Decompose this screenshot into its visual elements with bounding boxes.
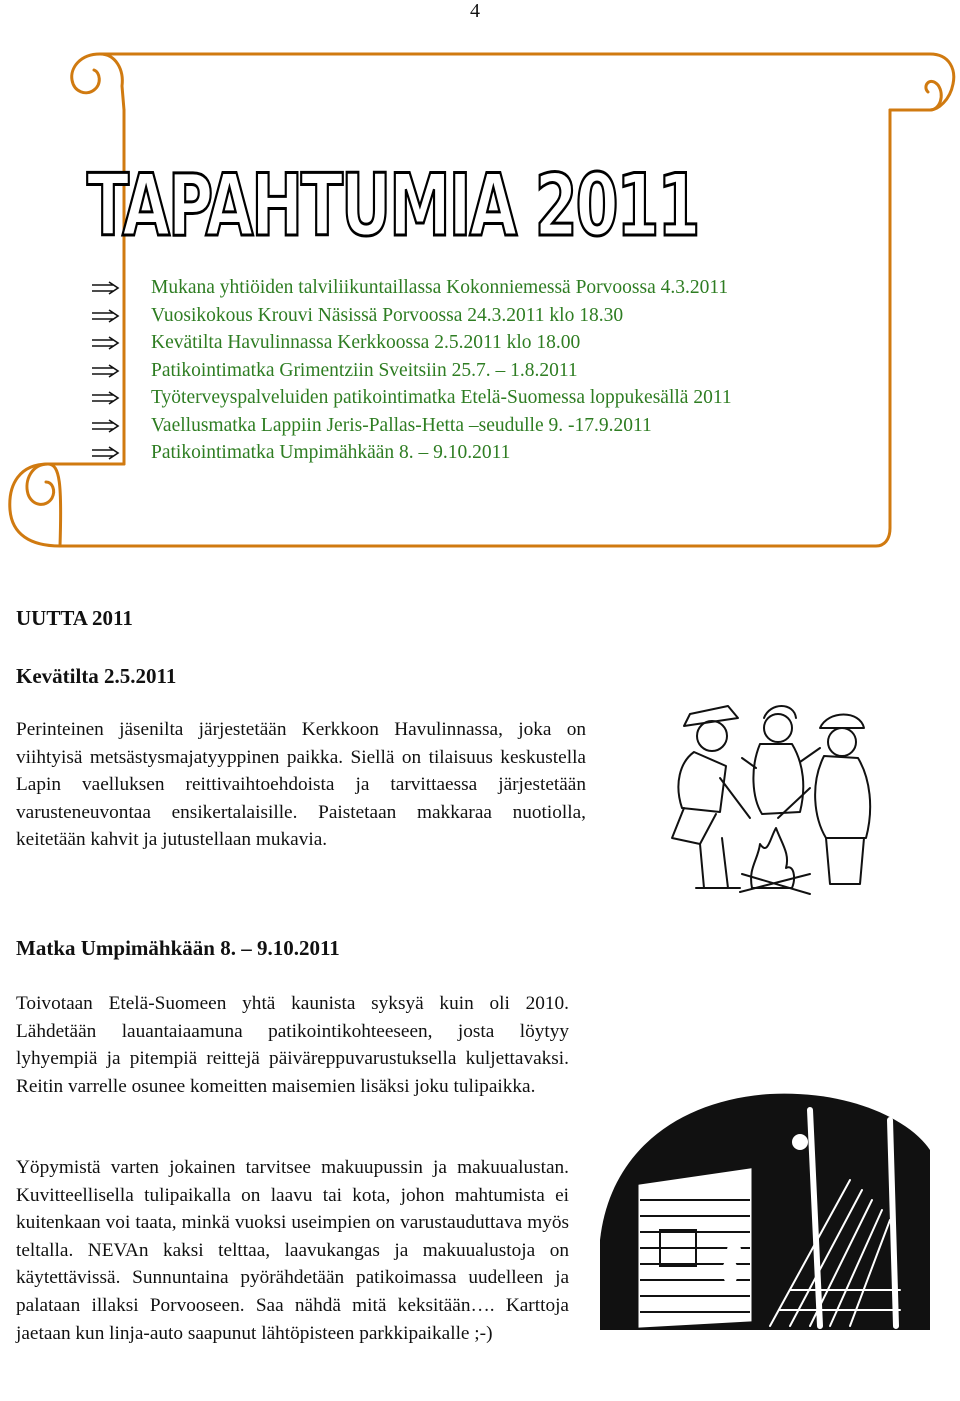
- double-arrow-icon: [90, 336, 120, 350]
- banner-title: TAPAHTUMIA 2011: [87, 156, 699, 256]
- campfire-illustration: [660, 688, 890, 906]
- banner-title-box: [87, 156, 699, 256]
- double-arrow-icon: [90, 391, 120, 405]
- event-text: Vuosikokous Krouvi Näsissä Porvoossa 24.3.2011 klo 18.30: [151, 304, 624, 326]
- page-number: 4: [470, 0, 480, 22]
- spring-heading: Kevätilta 2.5.2011: [16, 664, 177, 688]
- event-text: Vaellusmatka Lappiin Jeris-Pallas-Hetta –seudulle 9. -17.9.2011: [151, 414, 652, 436]
- event-text: Patikointimatka Umpimähkään 8. – 9.10.2011: [151, 442, 511, 463]
- event-text: Mukana yhtiöiden talviliikuntaillassa Kokonniemessä Porvoossa 4.3.2011: [151, 277, 729, 298]
- event-text: Patikointimatka Grimentziin Sveitsiin 25.7. – 1.8.2011: [151, 359, 578, 381]
- double-arrow-icon: [90, 446, 120, 460]
- event-text: Työterveyspalveluiden patikointimatka Etelä-Suomessa loppukesällä 2011: [151, 387, 732, 408]
- cabin-night-illustration: [600, 1090, 930, 1330]
- trip-paragraph-2: Yöpymistä varten jokainen tarvitsee makuupussin ja makuualustan. Kuvitteellisella tulipaikalla on laavu tai kota, johon mahtumista ei kuitenkaan voi taata, minkä vuoksi useimpien on varustauduttava myös teltalla. NEVAn kaksi telttaa, laavukangas ja makuualustoja on käytettävissä. Sunnuntaina pyörähdetään patikoimassa uudelleen ja palataan illaksi Porvooseen. Saa nähdä mitä keksitään…. Karttoja jaetaan kun linja-auto saapunut lähtöpisteen parkkipaikalle ;-): [16, 1157, 569, 1344]
- double-arrow-icon: [90, 364, 120, 378]
- double-arrow-icon: [90, 281, 120, 295]
- spring-paragraph: Perinteinen jäsenilta järjestetään Kerkkoon Havulinnassa, joka on viihtyisä metsästysmajatyyppinen paikka. Siellä on tilaisuus keskustella Lapin vaelluksen reittivaihtoehdoista ja tarvittaessa järjestetään varusteneuvontaa ensikertalaisille. Paistetaan makkaraa nuotiolla, keitetään kahvit ja jutustellaan mukavia.: [16, 719, 586, 851]
- trip-paragraph-1: Toivotaan Etelä-Suomeen yhtä kaunista syksyä kuin oli 2010. Lähdetään lauantaiaamuna patikointikohteeseen, josta löytyy lyhyempiä ja pitempiä reittejä päiväreppuvarustuksella kuljettavaksi. Reitin varrelle osunee komeitten maisemien lisäksi joku tulipaikka.: [16, 993, 569, 1097]
- double-arrow-icon: [90, 419, 120, 433]
- double-arrow-icon: [90, 309, 120, 323]
- event-text: Kevätilta Havulinnassa Kerkkoossa 2.5.2011 klo 18.00: [151, 332, 581, 353]
- trip-heading: Matka Umpimähkään 8. – 9.10.2011: [16, 936, 340, 960]
- section-heading: UUTTA 2011: [16, 606, 133, 630]
